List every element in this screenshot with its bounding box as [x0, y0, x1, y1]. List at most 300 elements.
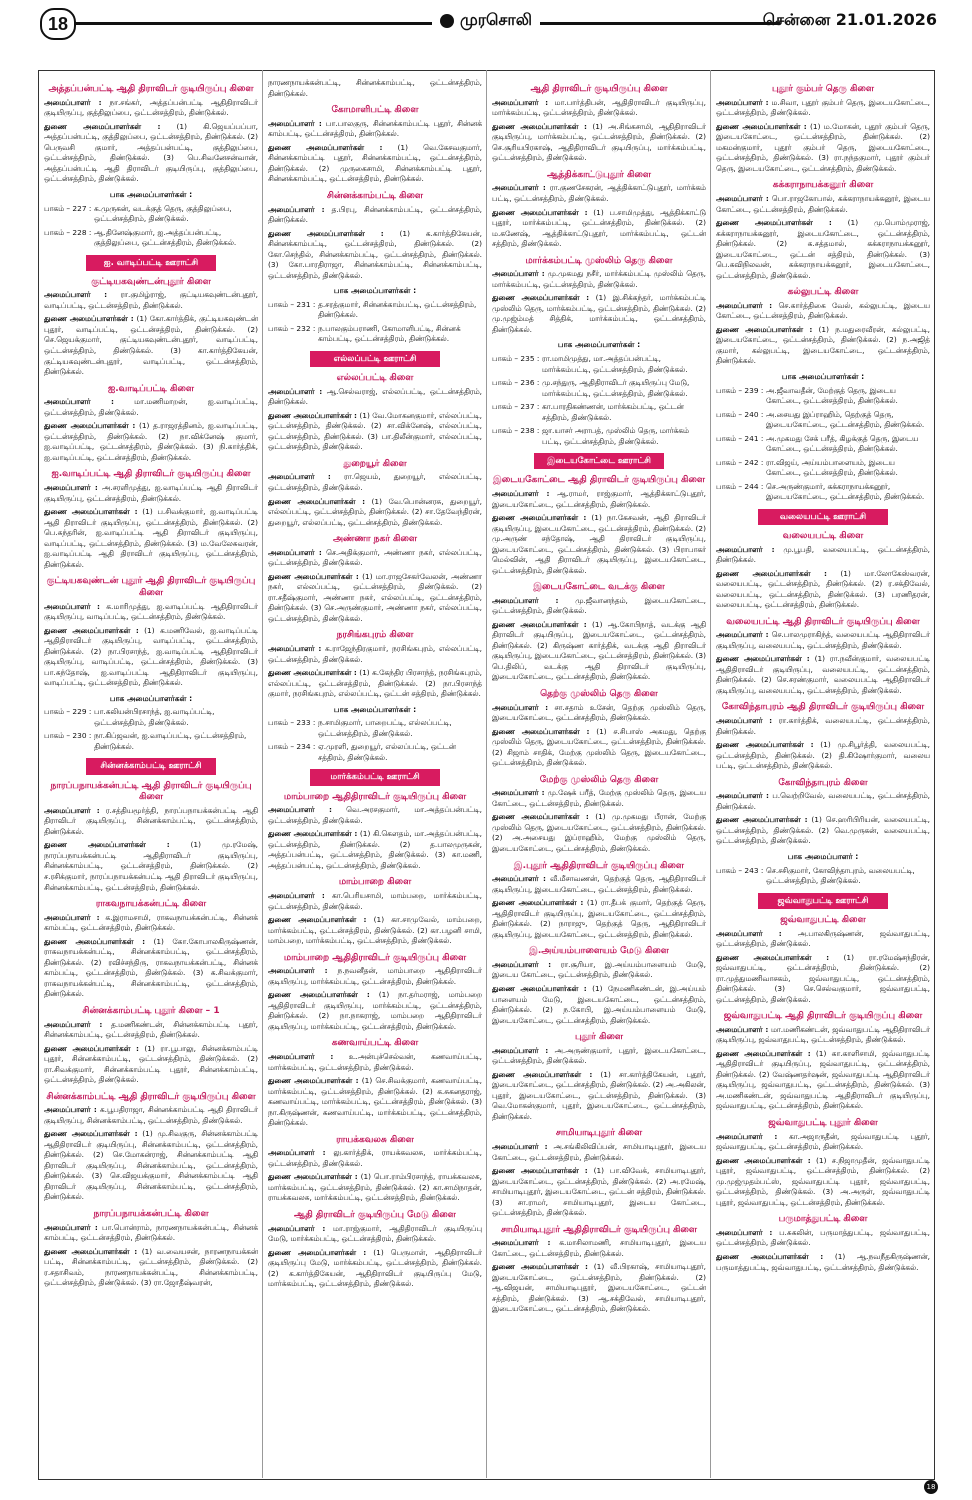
role-entry	[268, 205, 482, 226]
role-entry	[492, 1046, 706, 1067]
booth-entry	[716, 410, 930, 431]
header-rule-right	[540, 22, 780, 25]
role-label: துணை அமைப்பாளர்கள் :	[44, 121, 161, 131]
role-label: அமைப்பாளர் :	[44, 1222, 98, 1232]
role-entry	[44, 421, 258, 463]
branch-heading: ஜவ்வாதுபட்டி கிளை	[780, 914, 866, 925]
branch-heading: குட்டியகவுண்டன்புதூர் கிளை	[91, 276, 211, 287]
role-entry	[716, 1132, 930, 1153]
role-label: அமைப்பாளர் :	[44, 805, 100, 815]
section-subheading: பாக அமைப்பாளர் :	[787, 851, 859, 861]
role-entry	[268, 668, 482, 700]
role-label: அமைப்பாளர் :	[268, 204, 325, 214]
branch-heading: மார்க்கம்பட்டி முஸ்லிம் தெரு கிளை	[525, 255, 673, 266]
role-entry	[716, 953, 930, 1006]
role-label: அமைப்பாளர் :	[44, 97, 102, 107]
role-entry	[492, 122, 706, 164]
role-entry	[268, 805, 482, 826]
role-entry	[44, 507, 258, 570]
role-label: துணை அமைப்பாளர்கள் :	[44, 625, 139, 635]
panchayat-banner: சின்னக்காம்பட்டி ஊராட்சி	[86, 758, 216, 774]
role-entry	[492, 98, 706, 119]
role-label: அமைப்பாளர் :	[268, 966, 328, 976]
branch-heading: நாரப்பநாயக்கன்பட்டி ஆதி திராவிடர் குடியிருப்பு கிளை	[50, 780, 252, 803]
role-label: அமைப்பாளர் :	[492, 269, 545, 279]
role-label: துணை அமைப்பாளர்கள் :	[716, 952, 830, 962]
panchayat-banner: எல்லப்பட்டி ஊராட்சி	[310, 351, 440, 367]
booth-person: ரா.விஜய், அய்யம்பாளையம், இடைய கோட்டை, ஒட்டன்சத்திரம், திண்டுக்கல்.	[766, 457, 898, 478]
role-entry	[268, 411, 482, 453]
booth-entry	[716, 866, 930, 887]
role-label: துணை அமைப்பாளர்கள் :	[492, 812, 589, 822]
role-entry	[44, 937, 258, 1000]
role-entry	[716, 740, 930, 772]
branch-heading: இடையகோட்டை வடக்கு கிளை	[533, 582, 665, 593]
booth-person: கா.பாரதிகண்ணன், மார்க்கம்பட்டி, ஒட்டன் சத்திரம், திண்டுக்கல்.	[542, 402, 684, 422]
booth-number: பாகம் – 228 :	[44, 227, 92, 237]
role-label: அமைப்பாளர் :	[44, 290, 108, 300]
role-label: அமைப்பாளர் :	[268, 547, 322, 557]
role-entry	[44, 483, 258, 504]
role-label: துணை அமைப்பாளர்கள் :	[716, 324, 813, 334]
role-entry	[492, 596, 706, 617]
branch-heading: ஆதி திராவிடர் குடியிருப்பு மேடு கிளை	[294, 1209, 456, 1220]
role-entry	[268, 966, 482, 987]
role-entry	[716, 716, 930, 737]
role-label: அமைப்பாளர் :	[716, 791, 769, 801]
role-entry	[492, 1238, 706, 1259]
booth-person: அ.முகமது சேக் பரீத், கிழக்குத் தெரு, இடைய கோட்டை, ஒட்டன்சத்திரம், திண்டுக்கல்.	[766, 433, 919, 454]
role-names: (1) ரா.நவீன்குமார், வலையபட்டி ஆதிதிராவிடர் குடியிருப்பு, வலையபட்டி, ஒட்டன்சத்திரம், திண்டுக்கல். (2) செ.சரண்குமார், வலையபட்டி ஆதிதிராவிடர் குடியிருப்பு, வலையபட்டி, ஒட்டன்சத்திரம், திண்டுக்கல்.	[716, 654, 930, 695]
role-entry	[716, 569, 930, 611]
column-divider	[486, 70, 487, 1478]
branch-heading: மேற்கு முஸ்லிம் தெரு கிளை	[539, 774, 659, 785]
role-names: வெ.அரசகுமார், மா.அத்தப்பன்பட்டி, ஒட்டன்சத்திரம், திண்டுக்கல்.	[268, 805, 482, 825]
booth-entry	[492, 426, 706, 447]
role-names: (1) க.மணிவேல், ஐ.வாடிப்பட்டி ஆதிதிராவிடர் குடியிருப்பு, வாடிப்பட்டி, ஒட்டன்சத்திரம், திண்டுக்கல். (2) நா.பிரசாந்த், ஐ.வாடிப்பட்டி ஆதிதிராவிடர் குடியிருப்பு, வாடிப்பட்டி, ஒட்டன்சத்திரம், திண்டுக்கல். (3) பா.சுந்தோஷ், ஐ.வாடிப்பட்டி ஆதிதிராவிடர் குடியிருப்பு, வாடிப்பட்டி, ஒட்டன்சத்திரம், திண்டுக்கல்.	[44, 625, 258, 688]
role-names: க.ராஜேந்திரகுமார், நரசிங்கபுரம், எல்லப்பட்டி, ஒட்டன்சத்திரம், திண்டுக்கல்.	[268, 644, 482, 664]
role-label: துணை அமைப்பாளர்கள் :	[716, 121, 807, 131]
role-names: (1) ஆ.கோபிநாத், வடக்கு ஆதி திராவிடர் குடியிருப்பு, இடையகோட்டை, ஒட்டன்சத்திரம், திண்டுக்கல். (2) கிருஷ்ண கார்த்திக், வடக்கு ஆதி திராவிடர் குடியிருப்பு, இடையகோட்டை, ஒட்டன்சத்திரம், திண்டுக்கல். (3) பெ.திலிப், வடக்கு ஆதி திராவிடர் குடியிருப்பு, இடையகோட்டை, ஒட்டன்சத்திரம், திண்டுக்கல்.	[492, 619, 706, 682]
role-entry	[716, 1049, 930, 1112]
role-label: அமைப்பாளர் :	[716, 1227, 773, 1237]
booth-person: ஏ.முரளி, துறையூர், எல்லப்பட்டி, ஒட்டன் சத்திரம், திண்டுக்கல்.	[318, 742, 456, 762]
role-names: அ.சங்கிலிவிப்பன், சாமியாடிபுதூர், இடைய கோட்டை, ஒட்டன்சத்திரம், திண்டுக்கல்.	[492, 1142, 706, 1162]
booth-entry	[716, 458, 930, 479]
role-names: ரா.ஜெயம், துறையூர், எல்லப்பட்டி, ஒட்டன்சத்திரம், திண்டுக்கல்.	[268, 472, 482, 492]
role-entry	[44, 1129, 258, 1203]
role-names: (1) கி.கௌதம், மா.அத்தப்பன்பட்டி, ஒட்டன்சத்திரம், திண்டுக்கல். (2) த.பாலமுருகன், அத்தப்பன்பட்டி, ஒட்டன்சத்திரம், திண்டுக்கல். (3) கா.மணி, அத்தப்பன்பட்டி, ஒட்டன்சத்திரம், திண்டுக்கல்.	[268, 829, 482, 870]
role-entry	[44, 1105, 258, 1126]
role-names: (1) பொ.ராம்பிரசாந்த், ராயக்கவலசு, மார்க்கம்பட்டி, ஒட்டன்சத்திரம், திண்டுக்கல். (2) கா.சாமிநாதன், ராயக்கவலசு, மார்க்கம்பட்டி, ஒட்டன்சத்திரம், திண்டுக்கல்.	[268, 1172, 482, 1203]
role-label: அமைப்பாளர் :	[268, 1223, 326, 1233]
role-names: மு.ஷேக் பரீத், மேற்கு முஸ்லிம் தெரு, இடைய கோட்டை, ஒட்டன்சத்திரம், திண்டுக்கல்.	[492, 788, 706, 808]
role-names: பொ.ராஜகோபால், கக்கராநாயக்கனூர், இடைய கோட்டை, ஒட்டன்சத்திரம், திண்டுக்கல்.	[716, 193, 930, 214]
role-label: அமைப்பாளர் :	[268, 891, 325, 900]
booth-number: பாகம் – 236 :	[492, 378, 540, 388]
role-label: அமைப்பாளர் :	[268, 118, 322, 128]
role-entry	[492, 984, 706, 1026]
panchayat-banner: இடையகோட்டை ஊராட்சி	[534, 453, 664, 469]
role-entry	[268, 829, 482, 871]
role-names: (1) மு.முகமது பீரான், மேற்கு முஸ்லிம் தெரு, இடையகோட்டை, ஒட்டன்சத்திரம், திண்டுக்கல். (2) அ.அசையது இப்ராஹிம், மேற்கு முஸ்லிம் தெரு, இடையகோட்டை, ஒட்டன்சத்திரம், திண்டுக்கல்.	[492, 812, 706, 853]
role-label: துணை அமைப்பாளர்கள் :	[44, 421, 136, 431]
section-subheading: பாக அமைப்பாளர்கள் :	[109, 189, 193, 199]
role-names: மு.ஜீவானந்தம், இடையகோட்டை, ஒட்டன்சத்திரம், திண்டுக்கல்.	[492, 595, 706, 616]
role-names: (1) ப.சாமிமுத்து, ஆத்திக்காட்டு புதூர், மார்க்கம்பட்டி, ஒட்டன்சத்திரம், திண்டுக்கல். (2) ம.கணேஷ், ஆத்திக்காட்டுபுதூர், மார்க்கம்பட்டி, ஒட்டன் சத்திரம், திண்டுக்கல்.	[492, 207, 706, 249]
role-names: (1) ரா.தீபக் குமார், தெற்குத் தெரு, ஆதிதிராவிடர் குடியிருப்பு, இடையகோட்டை, ஒட்டன்சத்திரம், திண்டுக்கல். (2) நாராஜு, தெற்குத் தெரு, ஆதிதிராவிடர் குடியிருப்பு, இடையகோட்டை, ஒட்டன்சத்திரம், திண்டுக்கல்.	[492, 898, 706, 939]
booth-entry	[44, 707, 258, 728]
role-entry	[716, 630, 930, 651]
branch-heading: ஜவ்வாதுபட்டி புதூர் கிளை	[768, 1117, 878, 1128]
role-names: க.மாரிமுத்து, ஐ.வாடிப்பட்டி ஆதிதிராவிடர் குடியிருப்பு, வாடிப்பட்டி, ஒட்டன்சத்திரம், திண்டுக்கல்.	[44, 601, 258, 622]
role-names: உ.அன்புச்செல்வன், கணவாய்பட்டி, மார்க்கம்பட்டி, ஒட்டன்சத்திரம், திண்டுக்கல்.	[268, 1052, 482, 1072]
role-names: நாரணநாயக்கன்பட்டி, சின்னக்காம்பட்டி, ஒட்டன்சத்திரம், திண்டுக்கல்.	[268, 78, 482, 98]
role-names: அ.பாலகிருஷ்ணன், ஜவ்வாதுபட்டி, ஒட்டன்சத்திரம், திண்டுக்கல்.	[716, 928, 930, 949]
role-entry	[268, 1248, 482, 1290]
masthead-logo-icon	[440, 14, 454, 28]
role-names: (1) மா.ராஜசேகர்வேலன், அண்ணா நகர், எல்லப்பட்டி, ஒட்டன்சத்திரம், திண்டுக்கல். (2) ரா.சதீஷ்குமார், அண்ணா நகர், எல்லப்பட்டி, ஒட்டன்சத்திரம், திண்டுக்கல். (3) செ.அருண்குமார், அண்ணா நகர், எல்லப்பட்டி, ஒட்டன்சத்திரம், திண்டுக்கல்.	[268, 571, 482, 623]
role-names: அ.சரளிமுத்து, ஐ.வாடிப்பட்டி ஆதி திராவிடர் குடியிருப்பு, ஒட்டன்சத்திரம், திண்டுக்கல்.	[44, 483, 258, 503]
role-names: கா.பெரியசாமி, மாம்பறை, மார்க்கம்பட்டி, ஒட்டன்சத்திரம், திண்டுக்கல்.	[268, 891, 482, 911]
role-label: அமைப்பாளர் :	[492, 489, 550, 498]
role-names: (1) க.கேந்திர பிரசாந்த், நரசிங்கபுரம், எல்லப்பட்டி, ஒட்டன்சத்திரம், திண்டுக்கல். (2) நா.பிரசாந்த் குமார், நரசிங்கபுரம், எல்லப்பட்டி, ஒட்டன் சத்திரம், திண்டுக்கல்.	[268, 668, 482, 699]
role-entry	[44, 1247, 258, 1289]
section-subheading: பாக அமைப்பாளர்கள் :	[333, 704, 417, 714]
role-names: மா.பார்த்திபன், ஆதிதிராவிடர் குடியிருப்பு, மார்க்கம்பட்டி, ஒட்டன்சத்திரம், திண்டுக்கல்.	[492, 97, 706, 118]
branch-heading: புதூர் கிளை	[574, 1032, 624, 1043]
role-label: துணை அமைப்பாளர்கள் :	[716, 568, 827, 578]
role-entry	[716, 654, 930, 696]
role-names: (1) மு.சிவகுரு, சின்னக்காம்பட்டி ஆதிதிராவிடர் குடியிருப்பு, சின்னக்காம்பட்டி, ஒட்டன்சத்திரம், திண்டுக்கல். (2) செ.மோகன்ராஜ், சின்னக்காம்பட்டி ஆதி திராவிடர் குடியிருப்பு, சின்னக்காம்பட்டி, ஒட்டன்சத்திரம், திண்டுக்கல். (3) செ.விஜயக்குமார், சின்னக்காம்பட்டி ஆதி திராவிடர் குடியிருப்பு, சின்னக்காம்பட்டி, ஒட்டன்சத்திரம், திண்டுக்கல்.	[44, 1129, 258, 1202]
role-entry	[44, 806, 258, 838]
booth-entry	[492, 354, 706, 375]
role-label: துணை அமைப்பாளர்கள் :	[492, 1262, 588, 1272]
role-entry	[716, 98, 930, 119]
branch-heading: இ.புதூர் ஆதிதிராவிடர் குடியிருப்பு கிளை	[513, 860, 685, 871]
role-label: அமைப்பாளர் :	[268, 644, 322, 654]
branch-heading: கக்கராநாயக்கனூர் கிளை	[772, 180, 874, 191]
role-names: (1) வெ.கேசவகுமார், சின்னக்காம்பட்டி புதூர், சின்னக்காம்பட்டி, ஒட்டன்சத்திரம், திண்டுக்கல். (2) முருகைசாமி, சின்னக்காம்பட்டி புதூர், சின்னக்காம்பட்டி, ஒட்டன்சத்திரம், திண்டுக்கல்.	[268, 142, 482, 184]
role-entry	[268, 119, 482, 140]
role-label: துணை அமைப்பாளர்கள் :	[268, 1172, 358, 1182]
role-names: (1) பெருமாள், ஆதிதிராவிடர் குடியிருப்பு மேடு, மார்க்கம்பட்டி, ஒட்டன்சத்திரம், திண்டுக்கல். (2) க.கார்த்திகேயன், ஆதிதிராவிடர் குடியிருப்பு மேடு, மார்க்கம்பட்டி, ஒட்டன்சத்திரம், திண்டுக்கல்.	[268, 1247, 482, 1289]
role-label: அமைப்பாளர் :	[492, 788, 545, 798]
role-entry	[268, 915, 482, 947]
role-label: துணை அமைப்பாளர்கள் :	[44, 314, 134, 324]
role-entry	[44, 602, 258, 623]
role-label: அமைப்பாளர் :	[492, 1238, 551, 1248]
role-names: மு.முகமது நசீர், மார்க்கம்பட்டி முஸ்லிம் தெரு, மார்க்கம்பட்டி, ஒட்டன்சத்திரம், திண்டுக்கல்.	[492, 269, 706, 289]
role-label: அமைப்பாளர் :	[268, 1052, 334, 1062]
booth-number: பாகம் – 232 :	[268, 323, 316, 333]
booth-number: பாகம் – 231 :	[268, 299, 316, 309]
role-names: மா.ராஜ்குமார், ஆதிதிராவிடர் குடியிருப்பு மேடு, மார்க்கம்பட்டி, ஒட்டன்சத்திரம், திண்டுக்கல்.	[268, 1223, 482, 1244]
booth-number: பாகம் – 233 :	[268, 718, 316, 728]
role-label: துணை அமைப்பாளர்கள் :	[44, 1043, 139, 1053]
booth-person: செ.அருண்குமார், கக்கராநாயக்கனூர், இடையகோட்டை, ஒட்டன்சத்திரம், திண்டுக்கல்.	[766, 481, 925, 502]
role-names: (1) நேமணிகண்டன், இ.அய்யம் பாளையம் மேடு, இடையகோட்டை, ஒட்டன்சத்திரம், திண்டுக்கல். (2) ந.கோபி, இ.அய்யம்பாளையம் மேடு, இடையகோட்டை, ஒட்டன்சத்திரம், திண்டுக்கல்.	[492, 984, 706, 1025]
role-names: ப.வெற்றிவேல், வலையபட்டி, ஒட்டன்சத்திரம், திண்டுக்கல்.	[716, 791, 930, 811]
panchayat-banner: வலையபட்டி ஊராட்சி	[758, 509, 888, 525]
role-names: (1) வீ.பிரகாஷ், சாமியாடிபுதூர், இடையகோட்டை, ஒட்டன்சத்திரம், திண்டுக்கல். (2) ஆ.விஜயன், சாமியாடிபுதூர், இடையகோட்டை, ஒட்டன் சத்திரம், திண்டுக்கல். (3) ஆ.சக்திவேல், சாமியாடிபுதூர், இடையகோட்டை, ஒட்டன்சத்திரம், திண்டுக்கல்.	[492, 1262, 706, 1314]
branch-heading: சாமியாடிபுதூர் கிளை	[555, 1128, 643, 1139]
column-1	[44, 78, 258, 1473]
role-entry	[716, 1156, 930, 1209]
branch-heading: ஐ.வாடிப்பட்டி ஆதி திராவிடர் குடியிருப்பு கிளை	[51, 469, 251, 480]
role-names: க.பூபதிராஜா, சின்னக்காம்பட்டி ஆதி திராவிடர் குடியிருப்பு, சின்னக்காம்பட்டி, ஒட்டன்சத்திரம், திண்டுக்கல்.	[44, 1105, 258, 1125]
role-entry	[44, 397, 258, 418]
role-label: துணை அமைப்பாளர்கள் :	[716, 1251, 824, 1261]
role-entry	[716, 545, 930, 566]
role-names: (1) அ.சிங்கசாமி, ஆதிதிராவிடர் குடியிருப்பு, மார்க்கம்பட்டி, ஒட்டன்சத்திரம், திண்டுக்கல். (2) செ.சூரியபிரகாஷ், ஆதிதிராவிடர் குடியிருப்பு, மார்க்கம்பட்டி, ஒட்டன்சத்திரம், திண்டுக்கல்.	[492, 121, 706, 163]
panchayat-banner: மார்க்கம்பட்டி ஊராட்சி	[310, 769, 440, 785]
role-label: அமைப்பாளர் :	[716, 300, 773, 310]
role-label: துணை அமைப்பாளர்கள் :	[716, 740, 814, 750]
role-entry	[716, 218, 930, 281]
booth-number: பாகம் – 230 :	[44, 731, 92, 741]
role-names: ர.சத்தியமூர்த்தி, நாரப்பநாயக்கன்பட்டி ஆதி திராவிடர் குடியிருப்பு, சின்னக்காம்பட்டி, ஒட்டன்சத்திரம், திண்டுக்கல்.	[44, 805, 258, 836]
branch-heading: ராகவநாயக்கன்பட்டி கிளை	[95, 899, 207, 910]
role-names: த.மணிகண்டன், சின்னக்காம்பட்டி புதூர், சின்னக்காம்பட்டி, ஒட்டன்சத்திரம், திண்டுக்கல்.	[44, 1019, 258, 1040]
role-names: க.இராமசாமி, ராகவநாயக்கன்பட்டி, சின்னக் காம்பட்டி, ஒட்டன்சத்திரம், திண்டுக்கல்.	[44, 912, 258, 933]
role-names: (1) ச.சிபாஸ் அகமது, தெற்கு முஸ்லிம் தெரு, இடையகோட்டை, ஒட்டன்சத்திரம், திண்டுக்கல். (2) சிஜாம் சாதிக், மேற்கு முஸ்லிம் தெரு, இடையகோட்டை, ஒட்டன்சத்திரம், திண்டுக்கல்.	[492, 726, 706, 768]
header-rule-left	[74, 22, 432, 25]
role-names: செ.அதிக்குமார், அண்ணா நகர், எல்லப்பட்டி, ஒட்டன்சத்திரம், திண்டுக்கல்.	[268, 547, 482, 568]
branch-heading: மாம்பாறை கிளை	[338, 877, 412, 888]
role-label: துணை அமைப்பாளர்கள் :	[44, 936, 146, 946]
role-label: அமைப்பாளர் :	[44, 601, 101, 611]
role-entry	[492, 513, 706, 576]
booth-person: ந.சாமிகுமார், பாறைபட்டி, எல்லப்பட்டி, ஒட்டன்சத்திரம், திண்டுக்கல்.	[318, 718, 452, 738]
booth-person: அ.ஜீவாவதீன், மேற்குத் தெரு, இடைய கோட்டை, ஒட்டன்சத்திரம், திண்டுக்கல்.	[766, 385, 898, 406]
role-entry	[492, 1070, 706, 1123]
column-3	[492, 78, 706, 1473]
branch-heading: அத்தப்பன்பட்டி ஆதி திராவிடர் குடியிருப்பு கிளை	[48, 84, 254, 94]
branch-heading: தெற்கு முஸ்லிம் தெரு கிளை	[540, 688, 658, 699]
role-label: துணை அமைப்பாளர்கள் :	[268, 668, 357, 678]
role-label: அமைப்பாளர் :	[716, 1131, 778, 1141]
role-names: செ.பாலமுராகிந்த், வலையபட்டி ஆதிதிராவிடர் குடியிருப்பு, வலையபட்டி, ஒட்டன்சத்திரம், திண்டுக்கல்.	[716, 630, 930, 650]
role-label: துணை அமைப்பாளர்கள் :	[268, 1076, 359, 1086]
role-label: துணை அமைப்பாளர்கள் :	[492, 293, 590, 303]
role-label: அமைப்பாளர் :	[492, 702, 549, 712]
role-label: அமைப்பாளர் :	[492, 97, 549, 107]
booth-number: பாகம் – 227 :	[44, 203, 92, 213]
role-entry	[268, 497, 482, 529]
role-label: அமைப்பாளர் :	[492, 874, 546, 884]
branch-heading: கோவிந்தாபுரம் ஆதி திராவிடர் குடியிருப்பு கிளை	[721, 702, 925, 713]
role-names: ந.நவனீதன், மாம்பாறை ஆதிதிராவிடர் குடியிருப்பு, மார்க்கம்பட்டி, ஒட்டன்சத்திரம், திண்டுக்கல்.	[268, 966, 482, 986]
role-names: க.மாசிலாமணி, சாமியாடிபுதூர், இடைய கோட்டை, ஒட்டன்சத்திரம், திண்டுக்கல்.	[492, 1238, 706, 1258]
role-label: அமைப்பாளர் :	[716, 928, 782, 938]
branch-heading: ஐ.வாடிப்பட்டி கிளை	[108, 383, 194, 394]
role-entry	[492, 1166, 706, 1219]
role-entry	[492, 874, 706, 895]
booth-entry	[44, 204, 258, 225]
booth-number: பாகம் – 229 :	[44, 707, 92, 717]
booth-entry	[716, 482, 930, 503]
branch-heading: எல்லப்பட்டி கிளை	[336, 373, 414, 384]
role-names: (1) கோ.கோபாலகிருஷ்ணன், ராகவநாயக்கன்பட்டி, சின்னக்காம்பட்டி, ஒட்டன்சத்திரம், திண்டுக்கல். (2) ரவிச்சந்திரு, ராகவநாயக்கன்பட்டி, சின்னக் காம்பட்டி, ஒட்டன்சத்திரம், திண்டுக்கல். (3) க.சிவக்குமார், ராகவநாயக்கன்பட்டி, சின்னக்காம்பட்டி, ஒட்டன்சத்திரம், திண்டுக்கல்.	[44, 936, 258, 999]
role-entry	[716, 1252, 930, 1273]
column-4	[716, 78, 930, 1473]
role-entry	[44, 122, 258, 185]
branch-heading: சின்னக்காம்பட்டி புதூர் கிளை – 1	[82, 1005, 220, 1016]
booth-number: பாகம் – 238 :	[492, 426, 540, 436]
role-names: (1) சா.கார்த்திகேயன், புதூர், இடையகோட்டை, ஒட்டன்சத்திரம், திண்டுக்கல். (2) அ.அகிலன், புதூர், இடையகோட்டை, ஒட்டன்சத்திரம், திண்டுக்கல். (3) வெ.மோகன்குமார், புதூர், இடையகோட்டை, ஒட்டன்சத்திரம், திண்டுக்கல்.	[492, 1069, 706, 1121]
role-entry	[268, 572, 482, 625]
role-names: (1) ச.நிஜாமுதீன், ஜவ்வாதுபட்டி புதூர், ஜவ்வாதுபட்டி, ஒட்டன்சத்திரம், திண்டுக்கல். (2) மு.முஜ்முதம்பட்ஸ், ஜவ்வாதுபட்டி புதூர், ஜவ்வாதுபட்டி, ஒட்டன்சத்திரம், திண்டுக்கல். (3) அ.அருள், ஜவ்வாதுபட்டி புதூர், ஜவ்வாதுபட்டி, ஒட்டன்சத்திரம், திண்டுக்கல்.	[716, 1155, 930, 1207]
booth-number: பாகம் – 237 :	[492, 402, 540, 412]
role-entry	[492, 269, 706, 290]
role-entry	[716, 791, 930, 812]
role-label: அமைப்பாளர் :	[268, 472, 331, 482]
booth-person: மு.சந்துரு, ஆதிதிராவிடர் குடியிருப்பு மேடு, மார்க்கம்பட்டி, ஒட்டன்சத்திரம், திண்டுக்கல்.	[542, 378, 690, 398]
booth-person: ரா.மாமிமுத்து, மா.அத்தப்பன்பட்டி, மார்க்கம்பட்டி, ஒட்டன்சத்திரம், திண்டுக்கல்.	[542, 354, 688, 374]
role-entry	[44, 1020, 258, 1041]
role-entry	[268, 1052, 482, 1073]
role-label: அமைப்பாளர் :	[716, 97, 769, 107]
booth-number: பாகம் – 243 :	[716, 865, 764, 875]
role-label: துணை அமைப்பாளர்கள் :	[268, 571, 359, 581]
branch-heading: இடையகோட்டை ஆதி திராவிடர் குடியிருப்பு கிளை	[492, 475, 706, 486]
role-label: துணை அமைப்பாளர்கள் :	[492, 1069, 593, 1079]
role-label: அமைப்பாளர் :	[492, 1142, 548, 1152]
booth-entry	[44, 228, 258, 249]
paper-name: முரசொலி	[460, 10, 532, 29]
booth-entry	[492, 378, 706, 399]
panchayat-banner: ஜவ்வாதுபட்டி ஊராட்சி	[758, 893, 888, 909]
role-names: பா.பாலகுரு, சின்னக்காம்பட்டி புதூர், சின்னக் காம்பட்டி, ஒட்டன்சத்திரம், திண்டுக்கல்.	[268, 118, 482, 139]
role-names: (1) த.ராஜரத்தினம், ஐ.வாடிப்பட்டி, ஒட்டன்சத்திரம், திண்டுக்கல். (2) நா.விக்னேஷ் குமார், ஐ.வாடிப்பட்டி, ஒட்டன்சத்திரம், திண்டுக்கல். (3) நி.கார்த்திக், ஐ.வாடிப்பட்டி, ஒட்டன்சத்திரம், திண்டுக்கல்.	[44, 421, 258, 462]
role-label: துணை அமைப்பாளர்கள் :	[716, 654, 810, 664]
role-names: ரா.குமிழ்ராஜ், குட்டியகவுண்டன்புதூர், வாடிப்பட்டி, ஒட்டன்சத்திரம், திண்டுக்கல்.	[44, 290, 258, 310]
role-names: (1) இ.சிக்கந்தர், மார்க்கம்பட்டி முஸ்லிம் தெரு, மார்க்கம்பட்டி, ஒட்டன்சத்திரம், திண்டுக்கல். (2) மு.முஜ்ம்மத் சித்திக், மார்க்கம்பட்டி, ஒட்டன்சத்திரம், திண்டுக்கல்.	[492, 293, 706, 334]
branch-heading: ராயக்கவலசு கிளை	[336, 1134, 414, 1145]
role-label: அமைப்பாளர் :	[492, 595, 559, 605]
role-entry	[44, 314, 258, 377]
role-label: துணை அமைப்பாளர்கள் :	[492, 1166, 588, 1176]
role-names: (1) மா.லோகேஸ்வரன், வலையபட்டி, ஒட்டன்சத்திரம், திண்டுக்கல். (2) ர.சக்திவேல், வலையபட்டி, ஒட்டன்சத்திரம், திண்டுக்கல். (3) பரணிதரன், வலையபட்டி, ஒட்டன்சத்திரம், திண்டுக்கல்.	[716, 568, 930, 610]
role-entry	[492, 1142, 706, 1163]
role-entry	[492, 208, 706, 250]
section-subheading: பாக அமைப்பாளர்கள் :	[109, 693, 193, 703]
role-label: துணை அமைப்பாளர்கள் :	[492, 121, 587, 131]
role-names: (1) கி.ஜெயப்பப்பா, அத்தப்பன்பட்டி, குத்திலுப்பை, ஒட்டன்சத்திரம், திண்டுக்கல். (2) பெருவசி குமார், அத்தப்பன்பட்டி, குத்திலுப்பை, ஒட்டன்சத்திரம், திண்டுக்கல். (3) பெ.சிவனேசன்வான், அத்தப்பன்பட்டி ஆதி திராவிடர் குடியிருப்பு, குத்திலுப்பை, ஒட்டன்சத்திரம், திண்டுக்கல்.	[44, 121, 258, 184]
role-names: பா.பொன்ராம், நாரணநாயக்கன்பட்டி, சின்னக் காம்பட்டி, ஒட்டன்சத்திரம், திண்டுக்கல்.	[44, 1222, 258, 1243]
branch-heading: நரசிங்கபுரம் கிளை	[336, 630, 414, 641]
role-entry	[716, 815, 930, 847]
role-label: துணை அமைப்பாளர்கள் :	[268, 990, 370, 1000]
role-label: அமைப்பாளர் :	[716, 630, 769, 640]
role-label: துணை அமைப்பாளர்கள் :	[268, 496, 366, 506]
booth-number: பாகம் – 244 :	[716, 481, 764, 491]
branch-heading: கல்லுபட்டி கிளை	[787, 287, 859, 298]
role-label: அமைப்பாளர் :	[44, 397, 114, 407]
role-entry	[716, 194, 930, 215]
role-names: (1) ஆ.நவநீதகிருஷ்ணன், பருமாத்துபட்டி, ஜவ்வாதுபட்டி, ஒட்டன்சத்திரம், திண்டுக்கல்.	[716, 1251, 930, 1272]
role-label: அமைப்பாளர் :	[268, 805, 332, 815]
role-label: துணை அமைப்பாளர்கள் :	[492, 898, 584, 908]
role-names: (1) மு.சிபூர்த்தி, வலையபட்டி, ஒட்டன்சத்திரம், திண்டுக்கல். (2) தி.கிஷோர்குமார், வலைய பட்டி, ஒட்டன்சத்திரம், திண்டுக்கல்.	[716, 740, 930, 771]
booth-entry	[716, 434, 930, 455]
branch-heading: சின்னக்காம்பட்டி ஆதி திராவிடர் குடியிருப்பு கிளை	[46, 1091, 256, 1102]
role-label: துணை அமைப்பாளர்கள் :	[716, 1048, 811, 1058]
booth-entry	[716, 386, 930, 407]
section-subheading: பாக அமைப்பாளர்கள் :	[333, 286, 417, 296]
role-label: துணை அமைப்பாளர்கள் :	[492, 726, 590, 736]
role-names: ஆ.செல்வராஜ், எல்லப்பட்டி, ஒட்டன்சத்திரம், திண்டுக்கல்.	[268, 386, 482, 407]
role-entry	[492, 788, 706, 809]
column-2	[268, 78, 482, 1473]
branch-heading: சின்னக்காம்பட்டி கிளை	[326, 190, 424, 201]
role-entry	[44, 290, 258, 311]
booth-person: பா.கலியன்பிரசாந்த், ஐ.வாடிப்பட்டி, ஒட்டன்சத்திரம், திண்டுக்கல்.	[94, 707, 215, 727]
role-names: (1) பா.விவேக், சாமியாடிபுதூர், இடையகோட்டை, ஒட்டன்சத்திரம், திண்டுக்கல். (2) அ.ரமேஷ், சாமியாடிபுதூர், இடையகோட்டை, ஒட்டன் சத்திரம், திண்டுக்கல். (3) சா.ராமர், சாமியாடிபுதூர், இடைய கோட்டை, ஒட்டன்சத்திரம், திண்டுக்கல்.	[492, 1166, 706, 1218]
role-entry	[44, 1223, 258, 1244]
booth-number: பாகம் – 239 :	[716, 385, 764, 395]
role-label: அமைப்பாளர் :	[492, 183, 546, 193]
role-names: (1) செ.ஹரிபிரியன், வலையபட்டி, ஒட்டன்சத்திரம், திண்டுக்கல். (2) வெ.முருகன், வலையபட்டி, ஒட்டன்சத்திரம், திண்டுக்கல்.	[716, 815, 930, 846]
city-date: சென்னை 21.01.2026	[762, 10, 937, 29]
booth-person: ஆ.தினேஷ்குமார், ஐ.அத்தப்பன்பட்டி, குத்திலுப்பை, ஒட்டன்சத்திரம், திண்டுக்கல்.	[94, 227, 237, 248]
role-label: அமைப்பாளர் :	[716, 716, 773, 726]
role-entry	[268, 644, 482, 665]
role-label: அமைப்பாளர் :	[492, 959, 552, 969]
role-names: மு.பூபதி, வலையபட்டி, ஒட்டன்சத்திரம், திண்டுக்கல்.	[716, 544, 930, 565]
role-names: (1) கோ.கார்த்திக், குட்டியகவுண்டன் புதூர், வாடிப்பட்டி, ஒட்டன்சத்திரம், திண்டுக்கல். (2) செ.ஜெயக்குமார், குட்டியகவுண்டன்புதூர், வாடிப்பட்டி, ஒட்டன்சத்திரம், திண்டுக்கல். (3) கா.கார்த்திகேயன், குட்டியகவுண்டன்புதூர், வாடிப்பட்டி, ஒட்டன்சத்திரம், திண்டுக்கல்.	[44, 314, 258, 377]
role-label: துணை அமைப்பாளர்கள் :	[492, 619, 587, 629]
role-entry	[716, 1025, 930, 1046]
role-names: அ.அருண்குமார், புதூர், இடையகோட்டை, ஒட்டன்சத்திரம், திண்டுக்கல்.	[492, 1045, 706, 1066]
role-names: ரா.கார்த்திக், வலையபட்டி, ஒட்டன்சத்திரம், திண்டுக்கல்.	[716, 716, 930, 736]
role-entry	[492, 703, 706, 724]
role-entry	[268, 1148, 482, 1169]
booth-number: பாகம் – 234 :	[268, 742, 316, 752]
role-names: (1) க.கார்த்திகேயன், சின்னக்காம்பட்டி, ஒட்டன்சத்திரம், திண்டுக்கல். (2) கோ.செந்தில், சின்னக்காம்பட்டி, ஒட்டன்சத்திரம், திண்டுக்கல். (3) கோ.பாரதிராஜா, சின்னக்காம்பட்டி, சின்னக்காம்பட்டி, ஒட்டன்சத்திரம், திண்டுக்கல்.	[268, 228, 482, 280]
booth-entry	[268, 300, 482, 321]
branch-heading: மாம்பாறை ஆதிதிராவிடர் குடியிருப்பு கிளை	[283, 791, 467, 802]
role-names: த.பிரபு, சின்னக்காம்பட்டி, ஒட்டன்சத்திரம், திண்டுக்கல்.	[268, 204, 482, 225]
booth-person: த.சரத்குமார், சின்னக்காம்பட்டி, ஒட்டன்சத்திரம், திண்டுக்கல்.	[318, 299, 477, 320]
branch-heading: வலையபட்டி ஆதி திராவிடர் குடியிருப்பு கிளை	[726, 616, 920, 627]
branch-heading: பருமாத்துபட்டி கிளை	[778, 1214, 868, 1225]
role-entry	[44, 1044, 258, 1086]
role-label: அமைப்பாளர் :	[44, 912, 100, 922]
role-label: அமைப்பாளர் :	[716, 544, 775, 554]
role-names: (1) ப.சிவக்குமார், ஐ.வாடிப்பட்டி ஆதி திராவிடர் குடியிருப்பு, ஒட்டன்சத்திரம், திண்டுக்கல். (2) பெ.சுந்தரின், ஐ.வாடிப்பட்டி ஆதி திராவிடர் குடியிருப்பு, வாடிப்பட்டி, ஒட்டன்சத்திரம், திண்டுக்கல். (3) ம.வேலேசுவரன், ஐ.வாடிப்பட்டி ஆதி திராவிடர் குடியிருப்பு, ஒட்டன்சத்திரம், திண்டுக்கல்.	[44, 507, 258, 569]
booth-entry	[268, 718, 482, 739]
role-names: (1) ம.மோகன், புதூர் கும்பர் தெரு, இடையகோட்டை, ஒட்டன்சத்திரம், திண்டுக்கல். (2) மகமன்குமார், புதூர் கும்பர் தெரு, இடையகோட்டை, ஒட்டன்சத்திரம், திண்டுக்கல். (3) ரா.நந்தகுமார், புதூர் கும்பர் தெரு, இடையகோட்டை, ஒட்டன்சத்திரம், திண்டுக்கல்.	[716, 121, 930, 173]
booth-number: பாகம் – 240 :	[716, 409, 764, 419]
role-names: மா.மணிகண்டன், ஜவ்வாதுபட்டி ஆதிதிராவிடர் குடியிருப்பு, ஜவ்வாதுபட்டி, ஒட்டன்சத்திரம், திண்டுக்கல்.	[716, 1024, 930, 1045]
role-label: துணை அமைப்பாளர்கள் :	[44, 840, 170, 850]
role-label: அமைப்பாளர் :	[716, 1024, 769, 1034]
role-label: துணை அமைப்பாளர்கள் :	[268, 228, 384, 238]
branch-heading: மாம்பாறை ஆதிதிராவிடர் குடியிருப்பு கிளை	[283, 952, 467, 963]
role-names: (1) வே.மோகனகுமார், எல்லப்பட்டி, ஒட்டன்சத்திரம், திண்டுக்கல். (2) சா.விக்னேஷ், எல்லப்பட்டி, ஒட்டன்சத்திரம், திண்டுக்கல். (3) பா.திலீன்குமார், எல்லப்பட்டி, ஒட்டன்சத்திரம், திண்டுக்கல்.	[268, 410, 482, 452]
page-header	[0, 0, 972, 44]
role-label: துணை அமைப்பாளர்கள் :	[44, 1129, 138, 1139]
role-entry	[268, 1224, 482, 1245]
booth-entry	[268, 324, 482, 345]
role-names: (1) செ.சிவக்குமார், கணவாய்பட்டி, மார்க்கம்பட்டி, ஒட்டன்சத்திரம், திண்டுக்கல். (2) க.சுகனதராஜ், கணவாய்பட்டி, மார்க்கம்பட்டி, ஒட்டன்சத்திரம், திண்டுக்கல். (3) நா.கிருஷ்ணன், கணவாய்பட்டி, மார்க்கம்பட்டி, ஒட்டன்சத்திரம், திண்டுக்கல்.	[268, 1076, 482, 1128]
role-names: ரா.சூரியா, இ.அய்யம்பாளையம் மேடு, இடைய கோட்டை, ஒட்டன்சத்திரம், திண்டுக்கல்.	[492, 959, 706, 980]
role-names: வீ.மீசாவணன், தெற்குத் தெரு, ஆதிதிராவிடர் குடியிருப்பு, இடையகோட்டை, ஒட்டன்சத்திரம், திண்டுக்கல்.	[492, 874, 706, 894]
branch-heading: புதூர் கும்பர் தெரு கிளை	[771, 84, 875, 94]
role-names: ம.சிவா, புதூர் கும்பர் தெரு, இடையகோட்டை, ஒட்டன்சத்திரம், திண்டுக்கல்.	[716, 97, 930, 118]
